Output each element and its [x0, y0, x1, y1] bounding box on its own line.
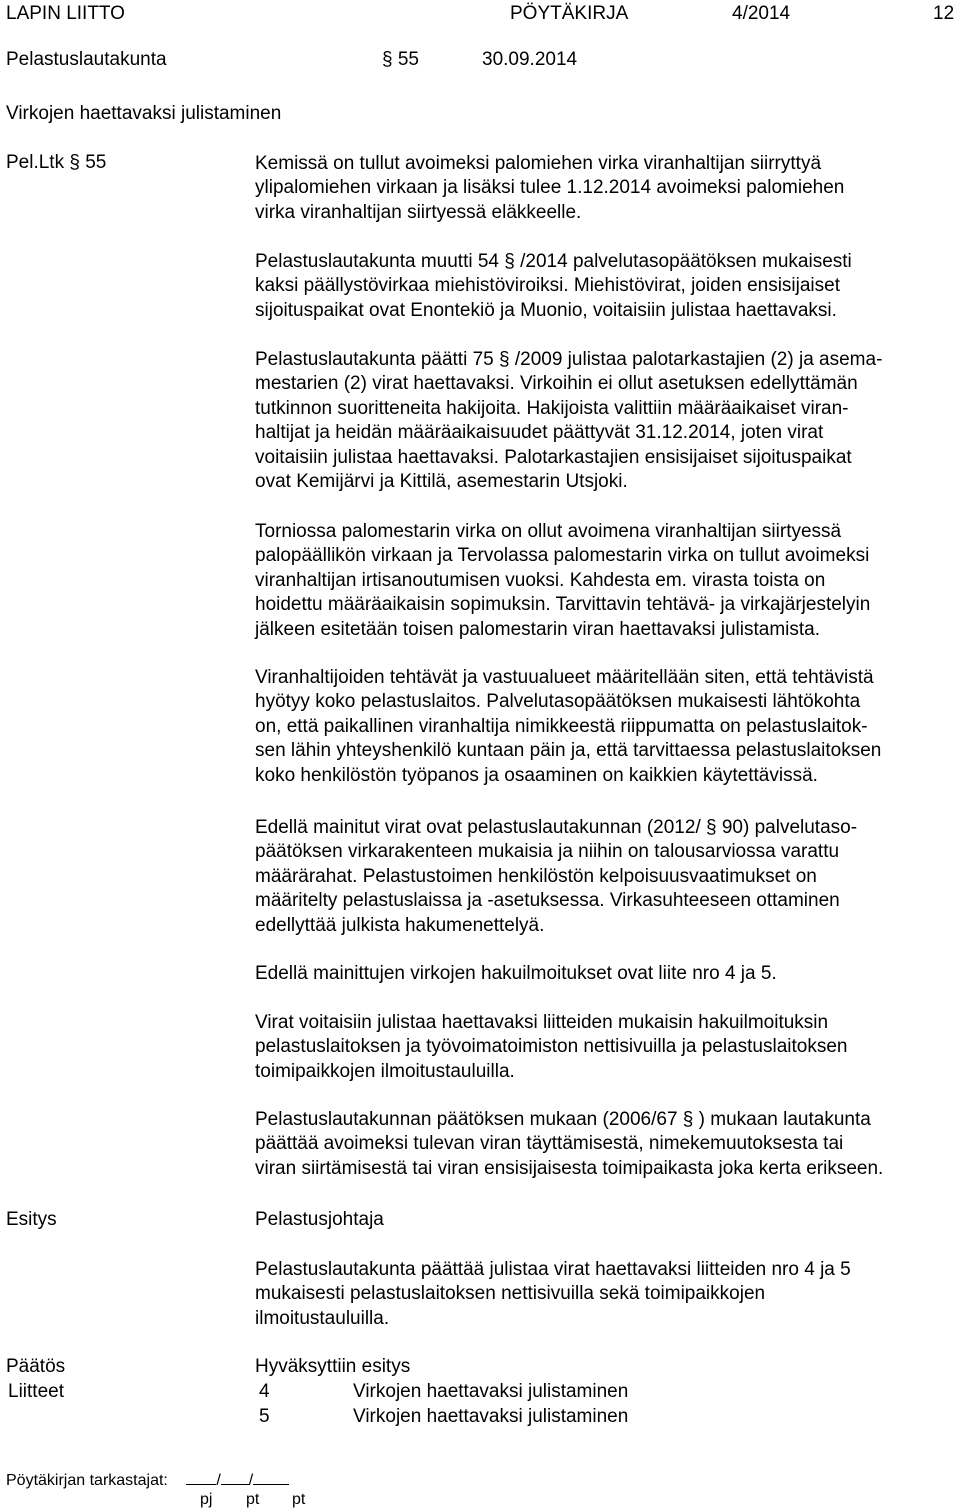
footer-label: Pöytäkirjan tarkastajat:: [6, 1472, 168, 1489]
text-line: hyötyy koko pelastuslaitos. Palvelutasopäätöksen mukaisesti lähtökohta: [255, 691, 861, 713]
organization-name: LAPIN LIITTO: [6, 3, 125, 24]
initial-pt: pt: [292, 1491, 306, 1508]
page-number: 12: [933, 3, 955, 24]
esitys-label: Esitys: [6, 1209, 57, 1230]
text-line: Pelastuslautakunta päättää julistaa virat haettavaksi liitteiden nro 4 ja 5: [255, 1259, 851, 1280]
initial-pj: pj: [200, 1491, 213, 1508]
text-line: mestarien (2) virat haettavaksi. Virkoihin ei ollut asetuksen edellyttämän: [255, 373, 858, 395]
esitys-text: [255, 1258, 945, 1331]
text-line: Viranhaltijoiden tehtävät ja vastuualueet määritellään siten, että tehtävistä: [255, 667, 874, 688]
text-line: ilmoitustauluilla.: [255, 1307, 390, 1329]
slash-separator: /: [248, 1472, 254, 1489]
meeting-date: 30.09.2014: [482, 49, 578, 70]
text-line: tutkinnon suoritteneita hakijoita. Hakijoista valittiin määräaikaiset viran-: [255, 397, 849, 419]
paragraph-7: [255, 962, 945, 986]
paragraph-9: [255, 1108, 945, 1181]
section-sign-icon: §: [499, 251, 521, 272]
text-line: kaksi päällystövirkaa miehistöviroiksi. Miehistövirat, joiden ensisijaiset: [255, 275, 841, 297]
footer-initials: [200, 1491, 305, 1509]
section-sign-icon: §: [69, 152, 80, 173]
text-line: Edellä mainittujen virkojen hakuilmoitukset ovat liite nro 4 ja 5.: [255, 963, 777, 984]
text-line: päätöksen virkarakenteen mukaisia ja niihin on talousarviossa varattu: [255, 841, 840, 863]
paatos-text: Hyväksyttiin esitys: [255, 1356, 411, 1377]
document-number: 4/2014: [732, 3, 791, 24]
ltk-label: Pel.Ltk: [6, 152, 65, 173]
text-line: hoidettu määräaikaisin sopimuksin. Tarvittavin tehtävä- ja virkajärjestelyin: [255, 594, 871, 616]
text-line: voitaisiin julistaa haettavaksi. Palotarkastajien ensisijaiset sijoituspaikat: [255, 446, 852, 468]
text-line: sijoituspaikat ovat Enontekiö ja Muonio, voitaisiin julistaa haettavaksi.: [255, 299, 837, 321]
text-line: Pelastuslautakunta muutti 54 § /2014 palvelutasopäätöksen mukaisesti: [255, 251, 852, 272]
text-line: virka viranhaltijan siirtyessä eläkkeelle.: [255, 201, 582, 223]
liite-number: 4: [259, 1381, 270, 1402]
liite-title: Virkojen haettavaksi julistaminen: [353, 1406, 629, 1427]
section-sign-icon: §: [700, 817, 722, 838]
esitys-presenter: Pelastusjohtaja: [255, 1209, 384, 1230]
page-title: Virkojen haettavaksi julistaminen: [6, 103, 282, 124]
text-line: Pelastuslautakunta päätti 75 § /2009 julistaa palotarkastajien (2) ja asema-: [255, 349, 883, 370]
paragraph-8: [255, 1011, 945, 1084]
text-line: edellyttää julkista hakumenettelyä.: [255, 914, 545, 936]
text-line: määrärahat. Pelastustoimen henkilöstön kelpoisuusvaatimukset on: [255, 865, 817, 887]
text-line: Kemissä on tullut avoimeksi palomiehen virka viranhaltijan siirryttyä: [255, 153, 822, 174]
text-line: jälkeen esitetään toisen palomestarin viran haettavaksi julistamista.: [255, 618, 821, 640]
signature-line: [186, 1470, 216, 1485]
paragraph-5: [255, 666, 945, 788]
section-number: [382, 49, 419, 71]
footer-signature: [6, 1470, 289, 1490]
text-line: haltijat ja heidän määräaikaisuudet päättyvät 31.12.2014, joten virat: [255, 422, 824, 444]
document-type: PÖYTÄKIRJA: [510, 3, 629, 24]
text-line: Torniossa palomestarin virka on ollut avoimena viranhaltijan siirtyessä: [255, 521, 842, 542]
signature-line: [253, 1470, 289, 1485]
signature-line: [221, 1470, 249, 1485]
paragraph-3: [255, 348, 945, 494]
ltk-number: 55: [85, 152, 107, 173]
slash-separator: /: [216, 1472, 221, 1489]
section-sign-icon: §: [382, 49, 393, 70]
text-line: pelastuslaitoksen ja työvoimatoimiston nettisivuilla ja pelastuslaitoksen: [255, 1036, 848, 1058]
text-line: määritelty pelastuslaissa ja -asetuksessa. Virkasuhteeseen ottaminen: [255, 890, 840, 912]
text-line: mukaisesti pelastuslaitoksen nettisivuilla sekä toimipaikkojen: [255, 1283, 766, 1305]
text-line: on, että paikallinen viranhaltija nimikkeestä riippumatta on pelastuslaitok-: [255, 715, 868, 737]
text-line: toimipaikkojen ilmoitustauluilla.: [255, 1060, 515, 1082]
text-line: sen lähin yhteyshenkilö kuntaan päin ja, että tarvittaessa pelastuslaitoksen: [255, 740, 882, 762]
text-line: ovat Kemijärvi ja Kittilä, asemestarin Utsjoki.: [255, 471, 628, 493]
paatos-label: Päätös: [6, 1356, 66, 1377]
text-line: Virat voitaisiin julistaa haettavaksi liitteiden mukaisin hakuilmoituksin: [255, 1012, 829, 1033]
liitteet-label: Liitteet: [8, 1381, 64, 1402]
board-name: Pelastuslautakunta: [6, 49, 167, 70]
text-line: viran siirtämisestä tai viran ensisijaisesta toimipaikasta joka kerta erikseen.: [255, 1157, 884, 1179]
paragraph-1: [255, 152, 945, 225]
section-number-value: 55: [397, 49, 419, 70]
liite-title: Virkojen haettavaksi julistaminen: [353, 1381, 629, 1402]
text-line: Edellä mainitut virat ovat pelastuslautakunnan (2012/ § 90) palvelutaso-: [255, 817, 858, 838]
text-line: koko henkilöstön työpanos ja osaaminen on kaikkien käytettävissä.: [255, 764, 818, 786]
paragraph-4: [255, 520, 945, 642]
section-sign-icon: §: [493, 349, 515, 370]
liite-number: 5: [259, 1406, 270, 1427]
text-line: ylipalomiehen virkaan ja lisäksi tulee 1.12.2014 avoimeksi palomiehen: [255, 177, 845, 199]
text-line: viranhaltijan irtisanoutumisen vuoksi. Kahdesta em. virasta toista on: [255, 569, 826, 591]
initial-pt: pt: [246, 1491, 260, 1508]
text-line: päättää avoimeksi tulevan viran täyttämisestä, nimekemuutoksesta tai: [255, 1133, 844, 1155]
ltk-reference: [6, 152, 106, 174]
paragraph-6: [255, 816, 945, 938]
section-sign-icon: §: [677, 1109, 699, 1130]
text-line: Pelastuslautakunnan päätöksen mukaan (2006/67 § ) mukaan lautakunta: [255, 1109, 871, 1130]
paragraph-2: [255, 250, 945, 323]
text-line: palopäällikön virkaan ja Tervolassa palomestarin virka on tullut avoimeksi: [255, 545, 870, 567]
